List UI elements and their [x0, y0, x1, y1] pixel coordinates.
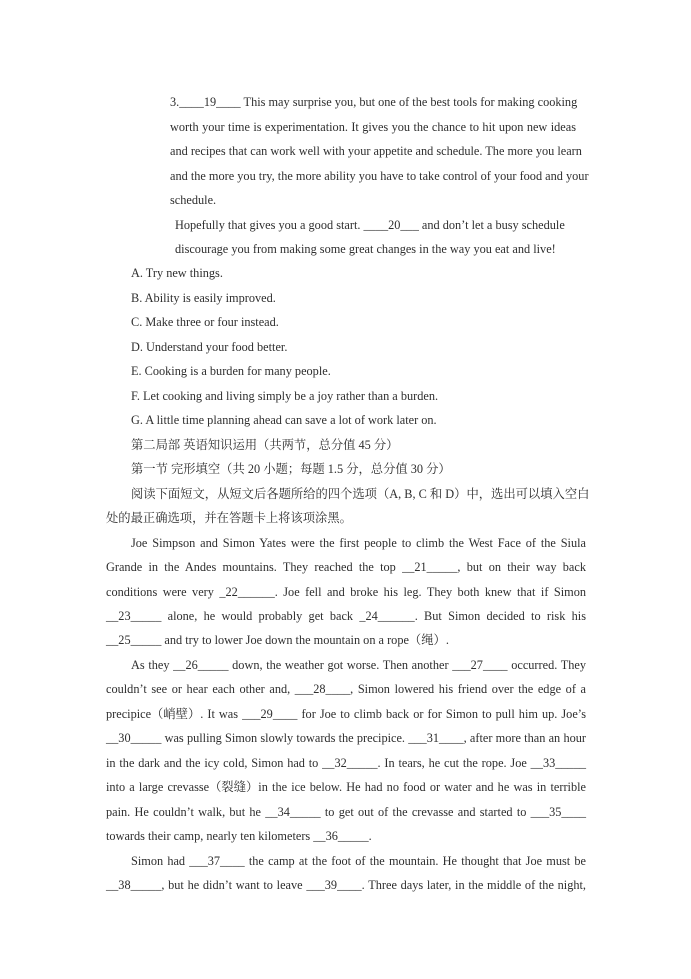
instruction-line: 处的最正确选项，并在答题卡上将该项涂黑。 [106, 511, 352, 525]
text-line: discourage you from making some great changes in the way you eat and live! [175, 242, 556, 256]
passage-line: Simon had ___37____ the camp at the foot of the mountain. He thought that Joe must be [131, 854, 586, 868]
passage-line: into a large crevasse（裂缝）in the ice below. He had no food or water and he was in terrible [106, 780, 586, 794]
text-line: Hopefully that gives you a good start. ____20___ and don’t let a busy schedule [175, 218, 565, 232]
text-line: and recipes that can work well with your appetite and schedule. The more you learn [170, 144, 582, 158]
text-line: schedule. [170, 193, 217, 207]
part-heading: 第二局部 英语知识运用（共两节，总分值 45 分） [131, 438, 399, 452]
passage-line: __30_____ was pulling Simon slowly towards the precipice. ___31____, after more than an hour [106, 731, 586, 745]
passage-line: conditions were very _22______. Joe fell and broke his leg. They both knew that if Simon [106, 585, 586, 599]
passage-line: in the dark and the icy cold, Simon had to __32_____. In tears, he cut the rope. Joe __33_____ [106, 756, 586, 770]
text-line: and the more you try, the more ability you have to take control of your food and your [170, 169, 589, 183]
passage-line: Grande in the Andes mountains. They reached the top __21_____, but on their way back [106, 560, 586, 574]
passage-line: couldn’t see or hear each other and, ___28____, Simon lowered his friend over the edge of a [106, 682, 586, 696]
passage-line: towards their camp, nearly ten kilometers __36_____. [106, 829, 372, 843]
passage-line: __25_____ and try to lower Joe down the mountain on a rope（绳）. [106, 633, 449, 647]
option-c: C. Make three or four instead. [131, 315, 279, 329]
passage-line: __38_____, but he didn’t want to leave ___39____. Three days later, in the middle of the night, [106, 878, 586, 892]
passage-line: As they __26_____ down, the weather got worse. Then another ___27____ occurred. They [131, 658, 586, 672]
passage-line: __23_____ alone, he would probably get back _24______. But Simon decided to risk his [106, 609, 586, 623]
passage-line: Joe Simpson and Simon Yates were the first people to climb the West Face of the Siula [131, 536, 586, 550]
option-a: A. Try new things. [131, 266, 223, 280]
text-line: 3.____19____ This may surprise you, but one of the best tools for making cooking [170, 95, 578, 109]
text-line: worth your time is experimentation. It gives you the chance to hit upon new ideas [170, 120, 576, 134]
option-d: D. Understand your food better. [131, 340, 288, 354]
instruction-line: 阅读下面短文，从短文后各题所给的四个选项（A, B, C 和 D）中，选出可以填入空白 [131, 487, 590, 501]
option-g: G. A little time planning ahead can save a lot of work later on. [131, 413, 437, 427]
passage-line: pain. He couldn’t walk, but he __34_____ to get out of the crevasse and started to ___35____ [106, 805, 586, 819]
option-b: B. Ability is easily improved. [131, 291, 276, 305]
section-heading: 第一节 完形填空（共 20 小题；每题 1.5 分，总分值 30 分） [131, 462, 451, 476]
option-f: F. Let cooking and living simply be a joy rather than a burden. [131, 389, 439, 403]
option-e: E. Cooking is a burden for many people. [131, 364, 331, 378]
passage-line: precipice（峭壁）. It was ___29____ for Joe to climb back or for Simon to pull him up. Joe’s [106, 707, 586, 721]
